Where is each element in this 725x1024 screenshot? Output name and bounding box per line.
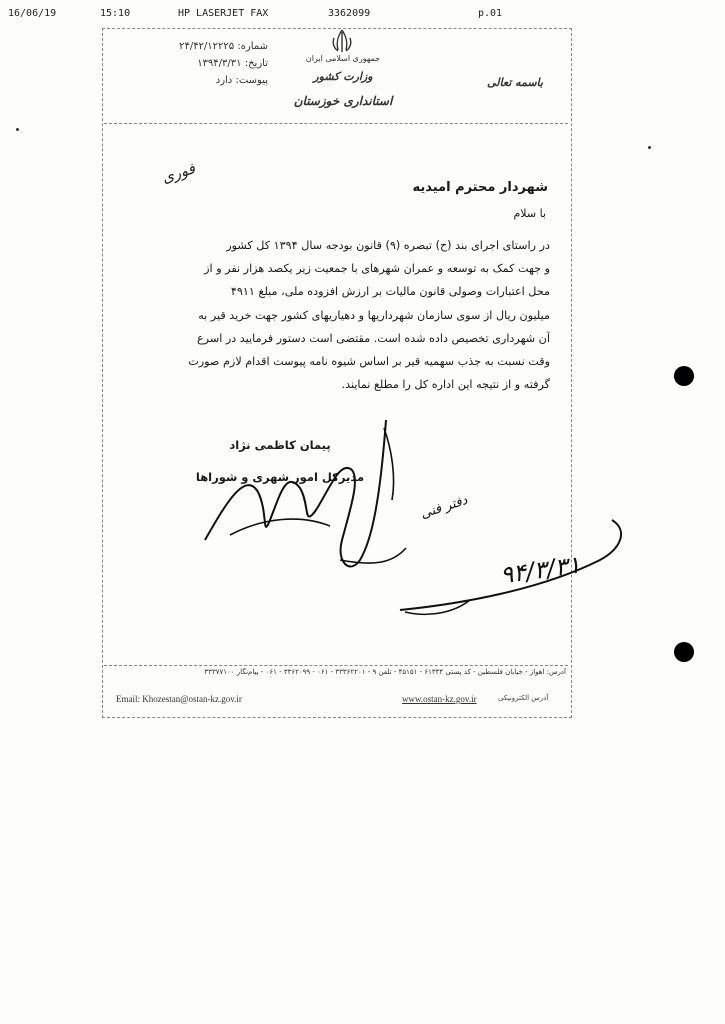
ministry-name: وزارت کشور (313, 70, 373, 83)
signatory-name: پیمان کاظمی نژاد (229, 438, 331, 452)
scan-speck (16, 128, 19, 131)
body-line: گرفته و از نتیجه این اداره کل را مطلع نمایند. (341, 378, 550, 392)
government-name: جمهوری اسلامی ایران (305, 54, 381, 63)
scan-speck (648, 146, 651, 149)
basmala: باسمه تعالی (487, 76, 543, 89)
province-office: استانداری خوزستان (293, 94, 393, 108)
number-label: شماره (240, 41, 268, 52)
number-value: ۲۴/۴۲/۱۲۲۲۵ (179, 41, 235, 52)
handwritten-annotation-date: ۹۴/۳/۳۱ (498, 550, 583, 590)
fax-date: 16/06/19 (8, 8, 57, 19)
date-value: ۱۳۹۴/۳/۳۱ (197, 58, 242, 69)
greeting: با سلام (513, 207, 546, 220)
footer-email: Email: Khozestan@ostan-kz.gov.ir (116, 694, 242, 704)
attachment-label: پیوست (238, 75, 268, 86)
body-line: آن شهرداری تخصیص داده شده است. مقتضی است دستور فرمایید در اسرع (196, 331, 550, 345)
footer-address: آدرس: اهواز - خیابان فلسطین - کد پستی ۶۱۳۳۴ - ۴۵۱۵۱ - تلفن ۹ - ۳۳۳۶۲۲۰۱ - ۰۶۱ - ۳۳۶۲۰۹۹ - ۰۶۱ - پیام‌نگار ۳۳۳۷۷۱۰۰ (204, 668, 566, 676)
letter-reference-block: شماره: ۲۴/۴۲/۱۲۲۲۵ تاریخ: ۱۳۹۴/۳/۳۱ پیوست: دارد (179, 41, 268, 86)
body-line: وقت نسبت به جذب سهمیه قیر بر اساس شیوه نامه پیوست اقدام لازم صورت (188, 355, 550, 369)
recipient-salutation: شهردار محترم امیدیه (412, 180, 548, 195)
body-line: میلیون ریال از سوی سازمان شهرداریها و دهیاریهای کشور جهت خرید قیر به (198, 308, 550, 322)
footer-divider (104, 665, 568, 666)
body-line: و جهت کمک به توسعه و عمران شهرهای با جمعیت زیر یکصد هزار نفر و از (204, 262, 550, 276)
handwritten-routing-note: دفتر فنی (418, 492, 470, 523)
punch-hole (674, 642, 694, 662)
fax-time: 15:10 (100, 8, 131, 19)
fax-device: HP LASERJET FAX (178, 8, 269, 19)
footer-website-label: آدرس الکترونیکی (498, 694, 549, 702)
signatory-title: مدیرکل امور شهری و شوراها (195, 470, 365, 484)
fax-page: p.01 (478, 8, 503, 19)
punch-hole (674, 366, 694, 386)
footer-website: www.ostan-kz.gov.ir (402, 694, 477, 704)
body-line: در راستای اجرای بند (ح) تبصره (۹) قانون بودجه سال ۱۳۹۴ کل کشور (226, 239, 550, 252)
handwritten-urgent-note: فوری (159, 159, 198, 187)
date-label: تاریخ (248, 58, 268, 69)
body-line: محل اعتبارات وصولی قانون مالیات بر ارزش افزوده ملی، مبلغ ۴۹۱۱ (230, 285, 550, 299)
fax-number: 3362099 (328, 8, 371, 19)
attachment-value: دارد (215, 75, 233, 86)
